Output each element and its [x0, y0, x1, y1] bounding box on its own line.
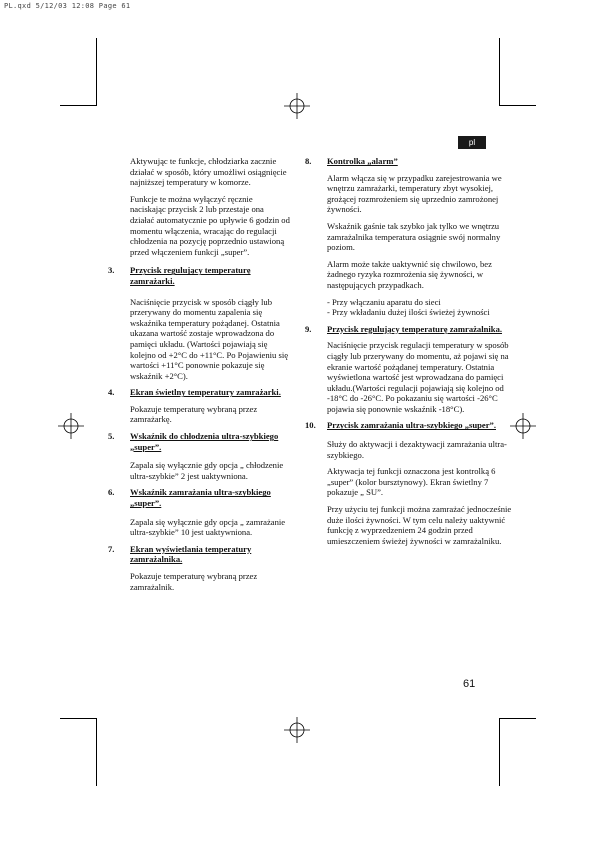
item-3-heading: Przycisk regulujący temperaturę zamrażarki.: [130, 265, 251, 286]
item-3-text: Naciśnięcie przycisk w sposób ciągły lub przerywany do momentu zapalenia się wskaźnika temperatury pożądanej. Ostatnia ukazana wartość zostaje wprowadzona do pamięci układu. (Wartości pojawiają się kolejno od +2°C do +11°C. Po Pojawieniu się wartości +11°C ponownie pokazuje się wskaźnik +2°C).: [130, 296, 289, 381]
item-10-paragraph-1: Służy do aktywacji i dezaktywacji zamrażania ultra-szybkiego.: [327, 439, 507, 460]
item-8-paragraph-3: Alarm może także uaktywnić się chwilowo, bez żadnego ryzyka rozmrożenia się żywności, w następujących przypadkach.: [327, 258, 492, 290]
item-7-number: 7.: [108, 543, 115, 554]
item-8-bullet-2: - Przy wkładaniu dużej ilości świeżej żywności: [327, 307, 490, 318]
item-9-text: Naciśnięcie przycisk regulacji temperatury w sposób ciągły lub przerywany do momentu, aż pojawi się na ekranie wartość pożądanej temperatury. Ostatnia wyświetlona wartość jest wprowadzana do pamięci układu.(Wartości regulacji pojawiają się kolejno od -18°C do -26°C. Po pokazaniu się wartości -26°C pojawia się ponownie wskaźnik -18°C).: [327, 340, 509, 414]
right-column: [305, 156, 517, 552]
left-column: [108, 156, 290, 598]
item-7-text: Pokazuje temperaturę wybraną przez zamrażalnik.: [130, 571, 258, 592]
item-10: [305, 420, 517, 546]
item-8: [305, 156, 517, 318]
item-6-number: 6.: [108, 487, 115, 498]
item-10-paragraph-3: Przy użyciu tej funkcji można zamrażać jednocześnie duże ilości żywności. W tym celu należy uaktywnić funkcję z wyprzedzeniem 24 godzin przed umieszczeniem świeżej żywności w zamrażalniku.: [327, 504, 512, 546]
item-4-heading: Ekran świetlny temperatury zamrażarki.: [130, 387, 281, 398]
item-8-bullet-1: - Przy włączaniu aparatu do sieci: [327, 296, 441, 307]
item-4: [108, 387, 290, 425]
item-8-number: 8.: [305, 156, 312, 166]
registration-mark-bottom: [284, 717, 310, 743]
item-5-text: Zapala się wyłącznie gdy opcja „ chłodzenie ultra-szybkie” 2 jest uaktywniona.: [130, 460, 284, 481]
item-8-paragraph-2: Wskaźnik gaśnie tak szybko jak tylko we wnętrzu zamrażalnika temperatura osiągnie swój normalny poziom.: [327, 220, 501, 253]
file-slug: PL.qxd 5/12/03 12:08 Page 61: [4, 2, 131, 10]
item-9-number: 9.: [305, 323, 312, 334]
item-3: [108, 265, 290, 381]
registration-mark-left: [58, 413, 84, 439]
item-5-heading: Wskaźnik do chłodzenia ultra-szybkiego „super”.: [130, 431, 279, 452]
item-8-paragraph-1: Alarm włącza się w przypadku zarejestrowania we wnętrzu zamrażarki, temperatury zbyt wysokiej, grożącej rozmrożeniem się uprzednio zamrożonej żywności.: [327, 172, 502, 215]
item-6: [108, 487, 290, 538]
item-3-number: 3.: [108, 265, 115, 276]
item-7-heading: Ekran wyświetlania temperatury zamrażalnika.: [130, 543, 252, 565]
item-5-number: 5.: [108, 431, 115, 442]
item-9-heading: Przycisk regulujący temperaturę zamrażalnika.: [327, 323, 503, 334]
item-9: [305, 323, 517, 415]
item-10-paragraph-2: Aktywacja tej funkcji oznaczona jest kontrolką 6 „super” (kolor bursztynowy). Ekran świetlny 7 pokazuje „ SU”.: [327, 466, 496, 498]
registration-mark-top: [284, 93, 310, 119]
intro-paragraph-1: Aktywując te funkcje, chłodziarka zacznie działać w sposób, który umożliwi osiągnięcie najniższej temperatury w komorze.: [130, 156, 287, 188]
item-7: [108, 543, 290, 592]
page-number: 61: [463, 678, 476, 690]
item-6-heading: Wskaźnik zamrażania ultra-szybkiego „super”.: [130, 487, 271, 509]
item-4-text: Pokazuje temperaturę wybraną przez zamrażarkę.: [130, 403, 258, 425]
intro-paragraph-2: Funkcje te można wyłączyć ręcznie naciskając przycisk 2 lub przestaje ona działać automatycznie po upływie 6 godzin od momentu włączenia, wracając do regulacji chłodzenia na pozycję poprzednio ustawioną przed włączeniem funkcji „super”.: [130, 193, 290, 257]
item-4-number: 4.: [108, 387, 115, 398]
item-6-text: Zapala się wyłącznie gdy opcja „ zamrażanie ultra-szybkie” 10 jest uaktywniona.: [130, 516, 286, 538]
language-tag: pl: [458, 136, 486, 149]
item-8-heading: Kontrolka „alarm”: [327, 156, 398, 166]
item-10-number: 10.: [305, 420, 316, 431]
item-5: [108, 431, 290, 481]
item-10-heading: Przycisk zamrażania ultra-szybkiego „super”.: [327, 420, 496, 431]
